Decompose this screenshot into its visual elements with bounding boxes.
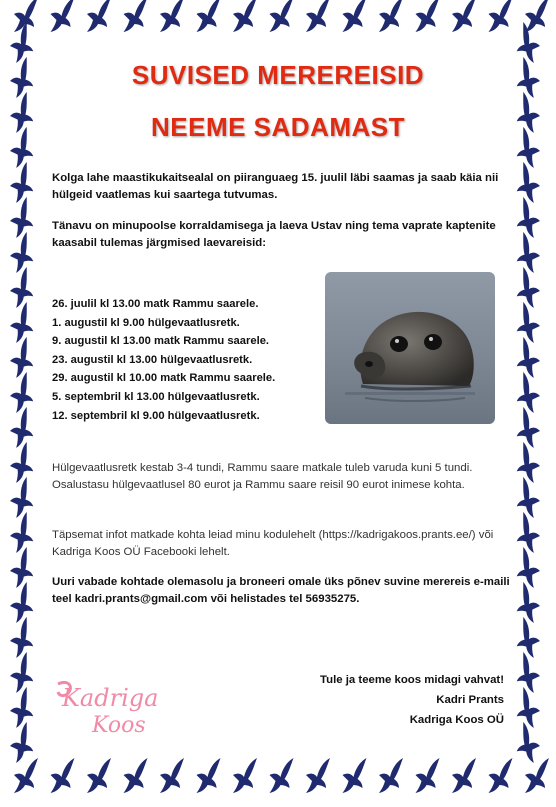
swallow-icon bbox=[14, 758, 38, 793]
swallow-icon bbox=[233, 0, 257, 32]
swallow-icon bbox=[4, 547, 39, 588]
swallow-icon bbox=[4, 57, 39, 98]
signature-block bbox=[320, 670, 504, 730]
swallow-icon bbox=[511, 267, 546, 308]
swallow-icon bbox=[511, 407, 546, 448]
seal-photo bbox=[325, 272, 495, 424]
swallow-icon bbox=[511, 617, 546, 658]
schedule-item: 5. septembril kl 13.00 hülgevaatlusretk. bbox=[52, 390, 260, 403]
swallow-icon bbox=[87, 0, 111, 32]
swallow-icon bbox=[511, 652, 546, 693]
schedule-item: 9. augustil kl 13.00 matk Rammu saarele. bbox=[52, 335, 270, 348]
swallow-icon bbox=[489, 0, 513, 32]
swallow-icon bbox=[4, 477, 39, 518]
swallow-icon bbox=[270, 0, 294, 32]
schedule-item: 29. augustil kl 10.00 matk Rammu saarele. bbox=[52, 372, 276, 385]
swallow-icon bbox=[511, 197, 546, 238]
swallow-icon bbox=[511, 722, 546, 763]
flyer bbox=[40, 40, 516, 767]
swallow-icon bbox=[343, 0, 367, 32]
schedule-item: 1. augustil kl 9.00 hülgevaatlusretk. bbox=[52, 316, 240, 329]
booking-paragraph: Uuri vabade kohtade olemasolu ja broneeri omale üks põnev suvine merereis e-maili teel kadri.prants@gmail.com või helistades tel 56935275. bbox=[52, 576, 510, 605]
swallow-icon bbox=[511, 442, 546, 483]
swallow-icon bbox=[379, 0, 403, 32]
intro-schedule-lead: Tänavu on minupoolse korraldamisega ja laeva Ustav ning tema vaprate kaptenite kaasabil tulemas järgmised laevareisid: bbox=[52, 220, 496, 249]
signature-slogan: Tule ja teeme koos midagi vahvat! bbox=[320, 674, 504, 686]
swallow-icon bbox=[4, 407, 39, 448]
swallow-icon bbox=[511, 582, 546, 623]
swallow-icon bbox=[4, 512, 39, 553]
swallow-icon bbox=[511, 547, 546, 588]
swallow-icon bbox=[416, 0, 440, 32]
swallow-icon bbox=[511, 92, 546, 133]
swallow-icon bbox=[511, 57, 546, 98]
intro-paragraph: Kolga lahe maastikukaitsealal on piiranguaeg 15. juulil läbi saamas ja saab käia nii hülgeid vaatlemas kui saartega tutvumas. bbox=[52, 172, 499, 201]
swallow-icon bbox=[160, 0, 184, 32]
swallow-icon bbox=[452, 0, 476, 32]
swallow-icon bbox=[511, 512, 546, 553]
logo-text-line1: Kadriga bbox=[62, 684, 159, 712]
swallow-icon bbox=[4, 197, 39, 238]
swallow-icon bbox=[525, 758, 549, 793]
swallow-icon bbox=[4, 372, 39, 413]
swallow-icon bbox=[4, 92, 39, 133]
swallow-icon bbox=[511, 477, 546, 518]
schedule-item: 23. augustil kl 13.00 hülgevaatlusretk. bbox=[52, 353, 253, 366]
swallow-icon bbox=[511, 232, 546, 273]
signature-company: Kadriga Koos OÜ bbox=[409, 714, 504, 726]
swallow-icon bbox=[4, 337, 39, 378]
swallow-icon bbox=[511, 337, 546, 378]
trip-schedule bbox=[52, 295, 332, 425]
signature-name: Kadri Prants bbox=[436, 694, 504, 706]
swallow-icon bbox=[197, 0, 221, 32]
swallow-icon bbox=[511, 687, 546, 728]
swallow-icon bbox=[4, 687, 39, 728]
swallow-icon bbox=[525, 0, 549, 32]
swallow-icon bbox=[124, 0, 148, 32]
swallow-icon bbox=[4, 722, 39, 763]
schedule-item: 26. juulil kl 13.00 matk Rammu saarele. bbox=[52, 298, 259, 310]
swallow-icon bbox=[511, 162, 546, 203]
swallow-icon bbox=[4, 127, 39, 168]
trip-details-paragraph: Hülgevaatlusretk kestab 3-4 tundi, Rammu saare matkale tuleb varuda kuni 5 tundi. Osalustasu hülgevaatlusel 80 eurot ja Rammu saare reisil 90 eurot inimese kohta. bbox=[52, 462, 473, 491]
logo-text-line2: Koos bbox=[92, 713, 146, 738]
swallow-icon bbox=[511, 127, 546, 168]
schedule-item: 12. septembril kl 9.00 hülgevaatlusretk. bbox=[52, 409, 260, 422]
page-subtitle: NEEME SADAMAST bbox=[150, 112, 405, 142]
swallow-icon bbox=[4, 232, 39, 273]
swallow-icon bbox=[4, 162, 39, 203]
swallow-icon bbox=[4, 267, 39, 308]
swallow-icon bbox=[306, 0, 330, 32]
more-info-paragraph: Täpsemat infot matkade kohta leiad minu kodulehelt (https://kadrigakoos.prants.ee/) või Kadriga Koos OÜ Facebooki lehelt. bbox=[52, 529, 494, 558]
swallow-icon bbox=[4, 302, 39, 343]
swallow-icon bbox=[4, 582, 39, 623]
logo-mark bbox=[52, 676, 172, 740]
swallow-icon bbox=[511, 302, 546, 343]
swallow-icon bbox=[4, 652, 39, 693]
swallow-icon bbox=[511, 372, 546, 413]
swallow-icon bbox=[4, 617, 39, 658]
swallow-icon bbox=[4, 442, 39, 483]
swallow-icon bbox=[51, 0, 75, 32]
kadriga-koos-logo bbox=[52, 676, 172, 740]
page-title: SUVISED MEREREISID bbox=[131, 60, 425, 90]
